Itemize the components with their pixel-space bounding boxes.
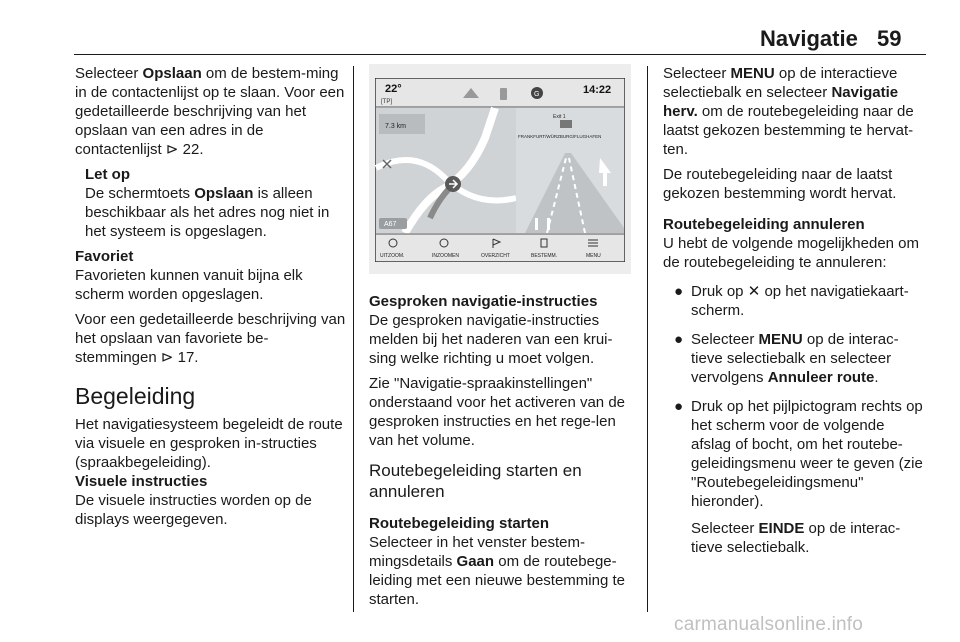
paragraph-resumed: De routebegeleiding naar de laatst gekozen bestemming wordt hervat. — [663, 166, 897, 202]
phone-icon[interactable] — [500, 88, 507, 100]
column-divider-2 — [647, 66, 648, 612]
media-icon[interactable] — [531, 87, 543, 99]
note-text: De schermtoets Opslaan is alleen beschikbaar als het adres nog niet in het systeem is opgeslagen. — [85, 185, 330, 240]
note-box — [75, 165, 347, 241]
column-1 — [75, 64, 347, 535]
bullet-icon: ● — [674, 398, 684, 415]
paragraph-begeleiding: Het navigatiesysteem begeleidt de route via visuele en gesproken in-structies (spraakbegeleiding). — [75, 416, 343, 471]
bullet-icon: ● — [674, 331, 684, 348]
keyword-opslaan: Opslaan — [142, 65, 202, 82]
paragraph-favoriet-2: Voor een gedetailleerde beschrijving van het opslaan van favoriete be-stemmingen ⊳ 17. — [75, 311, 346, 366]
paragraph-resume: Selecteer MENU op de interactieve selectiebalk en selecteer Navigatie herv. om de routebegeleiding naar de laatst gekozen bestemming te hervat-ten. — [663, 65, 914, 158]
navigation-screen-figure — [369, 64, 631, 274]
list-item-continuation: Selecteer EINDE op de interac-tieve selectiebalk. — [691, 520, 901, 556]
distance-readout: 7.3 km — [385, 123, 407, 130]
watermark: carmanualsonline.info — [674, 614, 864, 635]
paragraph-route-start: Selecteer in het venster bestem-mingsdetails Gaan om de routebege-leiding met een nieuwe bestemming te starten. — [369, 534, 625, 608]
svg-text:G: G — [534, 91, 540, 98]
svg-text:MENU: MENU — [586, 253, 601, 259]
page-ref[interactable]: 17. — [177, 349, 199, 366]
keyword-gaan: Gaan — [456, 553, 495, 570]
page-ref[interactable]: 22. — [182, 141, 204, 158]
paragraph-spoken-1: De gesproken navigatie-instructies melden bij het naderen van een krui-sing welke richting u moet volgen. — [369, 312, 613, 367]
list-item: ● Selecteer MENU op de interac-tieve selectiebalk en selecteer vervolgens Annuleer route. — [674, 331, 899, 386]
temp-readout: 22° — [385, 83, 402, 95]
list-item: ● Druk op ✕ op het navigatiekaart-scherm. — [674, 283, 909, 319]
ref-arrow-icon: ⊳ — [165, 141, 179, 158]
list-item: ● Druk op het pijlpictogram rechts op het scherm voor de volgende afslag of bocht, om het routebe-geleidingsmenu weer te geven (zie "Routebegeleidingsmenu" hieronder). Selecteer EINDE op de interac-tieve selectiebalk. — [663, 397, 928, 557]
paragraph-save-destination: Selecteer Opslaan om de bestem-ming in de contactenlijst op te slaan. Voor een gedetailleerde beschrijving van het opslaan van een adres in de contactenlijst ⊳ 22. — [75, 65, 345, 158]
heading-favoriet: Favoriet — [75, 248, 134, 265]
column-divider-1 — [353, 66, 354, 612]
paragraph-spoken-2: Zie "Navigatie-spraakinstellingen" onderstaand voor het activeren van de gesproken instructies en het rege-len van het volume. — [369, 375, 626, 449]
svg-text:UITZOOM.: UITZOOM. — [380, 253, 405, 259]
page-header-title: Navigatie — [760, 26, 858, 51]
svg-text:OVERZICHT: OVERZICHT — [481, 253, 510, 259]
paragraph-options: U hebt de volgende mogelijkheden om de routebegeleiding te annuleren: — [663, 235, 920, 271]
subheading-spoken: Gesproken navigatie-instructies — [369, 293, 598, 310]
page-number: 59 — [877, 26, 902, 51]
cancel-options-list — [663, 282, 928, 557]
direction-sign: FRANKFURT/WÜRZBURG/FLUGHAFEN — [518, 134, 602, 139]
paragraph-favoriet-1: Favorieten kunnen vanuit bijna elk scherm worden opgeslagen. — [75, 267, 303, 303]
clock-readout: 14:22 — [583, 84, 612, 96]
paragraph-visual: De visuele instructies worden op de displays weergegeven. — [75, 492, 312, 528]
subheading-route-start: Routebegeleiding starten — [369, 515, 550, 532]
heading-begeleiding: Begeleiding — [75, 383, 196, 409]
heading-route-start-cancel: Routebegeleiding starten en annuleren — [369, 461, 582, 501]
svg-text:A67: A67 — [384, 221, 397, 228]
tp-indicator: [TP] — [381, 99, 393, 105]
ref-arrow-icon: ⊳ — [160, 349, 174, 366]
column-2 — [369, 64, 637, 615]
svg-text:BESTEMM.: BESTEMM. — [531, 253, 558, 259]
note-title: Let op — [85, 166, 130, 183]
bullet-icon: ● — [674, 283, 684, 300]
exit-label: Exit 1 — [553, 114, 566, 120]
close-icon: ✕ — [747, 283, 761, 300]
navigation-screen — [375, 78, 625, 262]
subheading-route-cancel: Routebegeleiding annuleren — [663, 216, 865, 233]
subheading-visual: Visuele instructies — [75, 473, 208, 490]
road-badge — [379, 218, 407, 229]
header-rule — [74, 54, 926, 55]
column-3 — [663, 64, 928, 567]
svg-text:INZOOMEN: INZOOMEN — [432, 253, 459, 259]
